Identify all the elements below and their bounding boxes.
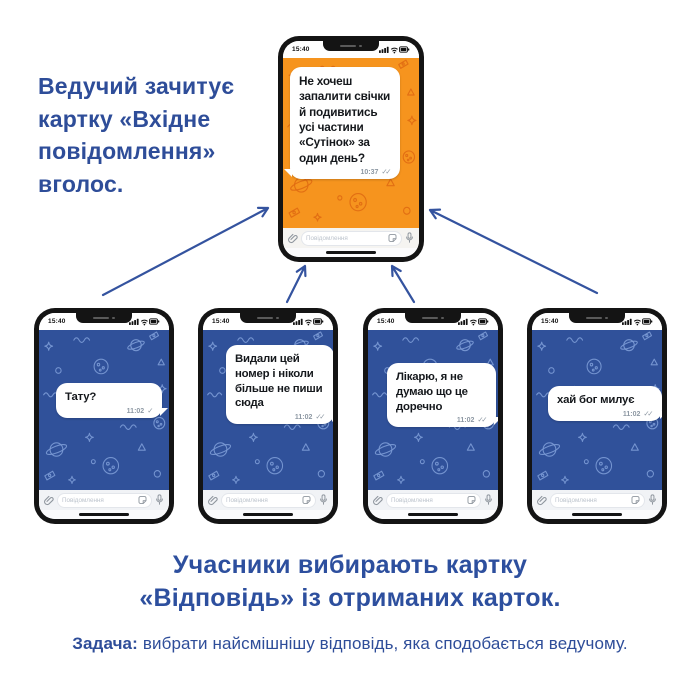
task-text: вибрати найсмішнішу відповідь, яка сподобається ведучому. [142,634,628,653]
input-placeholder: Повідомлення [391,496,433,504]
sticker-icon [631,495,640,505]
signal-wifi-battery-icons [379,45,410,54]
read-receipt-icon: ✓✓ [643,408,651,418]
status-icons [293,317,324,326]
home-bar-area [368,510,498,519]
voice-message-button[interactable] [648,494,657,506]
speaker-grill [586,317,602,319]
message-time: 11:02 [622,410,641,418]
message-meta [557,409,653,418]
message-text: Видали цей номер і ніколи більше не пиши сюда [235,353,323,410]
front-camera [276,317,278,319]
home-indicator[interactable] [243,513,293,517]
message-time: 11:02 [294,414,313,422]
microphone-icon [648,494,657,506]
message-time: 11:02 [126,407,145,415]
chat-wallpaper [283,58,419,228]
home-bar-area [39,510,169,519]
message-meta [235,412,325,421]
task-label: Задача: [72,634,138,653]
input-placeholder: Повідомлення [226,496,268,504]
sticker-icon [388,233,397,243]
input-placeholder: Повідомлення [306,234,348,242]
status-icons [458,317,489,326]
sticker-icon [138,495,147,505]
status-icons [622,317,653,326]
attach-button[interactable] [44,495,54,506]
signal-wifi-battery-icons [293,317,324,326]
message-text: Лікарю, я не думаю що це доречно [396,371,468,413]
status-icons [379,45,410,54]
sticker-button[interactable] [631,495,640,505]
microphone-icon [405,232,414,244]
message-meta [299,167,391,176]
step2-caption [0,549,700,614]
status-bar [39,313,169,330]
phone-screen [283,41,419,257]
microphone-icon [155,494,164,506]
message-input[interactable] [386,493,481,508]
message-text: Тату? [65,391,97,403]
status-icons [129,317,160,326]
voice-message-button[interactable] [405,232,414,244]
paperclip-icon [208,495,218,506]
attach-button[interactable] [537,495,547,506]
attach-button[interactable] [373,495,383,506]
message-time: 10:37 [360,168,379,176]
sticker-button[interactable] [388,233,397,243]
phone-screen [39,313,169,519]
signal-wifi-battery-icons [622,317,653,326]
front-camera [605,317,607,319]
message-input[interactable] [221,493,316,508]
sticker-icon [467,495,476,505]
message-bubble [548,386,662,421]
sticker-button[interactable] [302,495,311,505]
message-input-bar [203,490,333,510]
sticker-icon [302,495,311,505]
speaker-grill [257,317,273,319]
message-bubble [56,383,162,418]
front-camera [441,317,443,319]
notch [405,313,461,323]
message-meta [65,406,153,415]
home-indicator[interactable] [79,513,129,517]
phone-screen [532,313,662,519]
message-input-bar [283,228,419,248]
voice-message-button[interactable] [155,494,164,506]
paperclip-icon [44,495,54,506]
phone-screen [203,313,333,519]
input-placeholder: Повідомлення [555,496,597,504]
microphone-icon [319,494,328,506]
attach-button[interactable] [208,495,218,506]
message-bubble [226,345,333,424]
message-input[interactable] [301,231,402,246]
signal-wifi-battery-icons [458,317,489,326]
status-bar [203,313,333,330]
read-receipt-icon: ✓✓ [381,166,389,176]
chat-wallpaper [368,330,498,490]
status-bar [532,313,662,330]
paperclip-icon [373,495,383,506]
message-bubble [387,363,496,427]
host-phone [278,36,424,262]
step2-caption-text: Учасники вибирають картку «Відповідь» із отриманих карток. [139,551,561,612]
voice-message-button[interactable] [319,494,328,506]
home-indicator[interactable] [408,513,458,517]
message-input[interactable] [57,493,152,508]
home-bar-area [203,510,333,519]
message-input-bar [368,490,498,510]
signal-wifi-battery-icons [129,317,160,326]
sticker-button[interactable] [467,495,476,505]
message-text: хай бог милує [557,394,635,406]
notch [569,313,625,323]
home-bar-area [283,248,419,257]
player-phone-2 [198,308,338,524]
input-placeholder: Повідомлення [62,496,104,504]
voice-message-button[interactable] [484,494,493,506]
step1-caption: Ведучий зачитує картку «Вхідне повідомлення» вголос. [38,73,235,197]
chat-wallpaper [39,330,169,490]
home-indicator[interactable] [572,513,622,517]
status-bar [283,41,419,58]
message-input-bar [532,490,662,510]
read-receipt-icon: ✓✓ [315,412,323,422]
message-input-bar [39,490,169,510]
player-phone-1 [34,308,174,524]
microphone-icon [484,494,493,506]
status-clock: 15:40 [48,318,66,325]
status-clock: 15:40 [377,318,395,325]
chat-wallpaper [532,330,662,490]
notch [323,41,379,51]
paperclip-icon [537,495,547,506]
status-clock: 15:40 [292,46,310,53]
front-camera [359,45,361,47]
message-bubble [290,67,400,179]
home-indicator[interactable] [326,251,376,255]
phone-screen [368,313,498,519]
sticker-button[interactable] [138,495,147,505]
chat-wallpaper [203,330,333,490]
status-bar [368,313,498,330]
message-time: 11:02 [456,417,475,425]
paperclip-icon [288,233,298,244]
task-caption [0,634,700,654]
message-meta [396,415,487,424]
read-receipt-icon: ✓ [147,405,151,415]
speaker-grill [422,317,438,319]
speaker-grill [340,45,356,47]
message-input[interactable] [550,493,645,508]
home-bar-area [532,510,662,519]
attach-button[interactable] [288,233,298,244]
notch [76,313,132,323]
front-camera [112,317,114,319]
status-clock: 15:40 [541,318,559,325]
read-receipt-icon: ✓✓ [477,415,485,425]
player-phone-4 [527,308,667,524]
status-clock: 15:40 [212,318,230,325]
message-text: Не хочеш запалити свічки й подивитись усі частини «Сутінок» за один день? [299,74,391,165]
speaker-grill [93,317,109,319]
player-phone-3 [363,308,503,524]
notch [240,313,296,323]
